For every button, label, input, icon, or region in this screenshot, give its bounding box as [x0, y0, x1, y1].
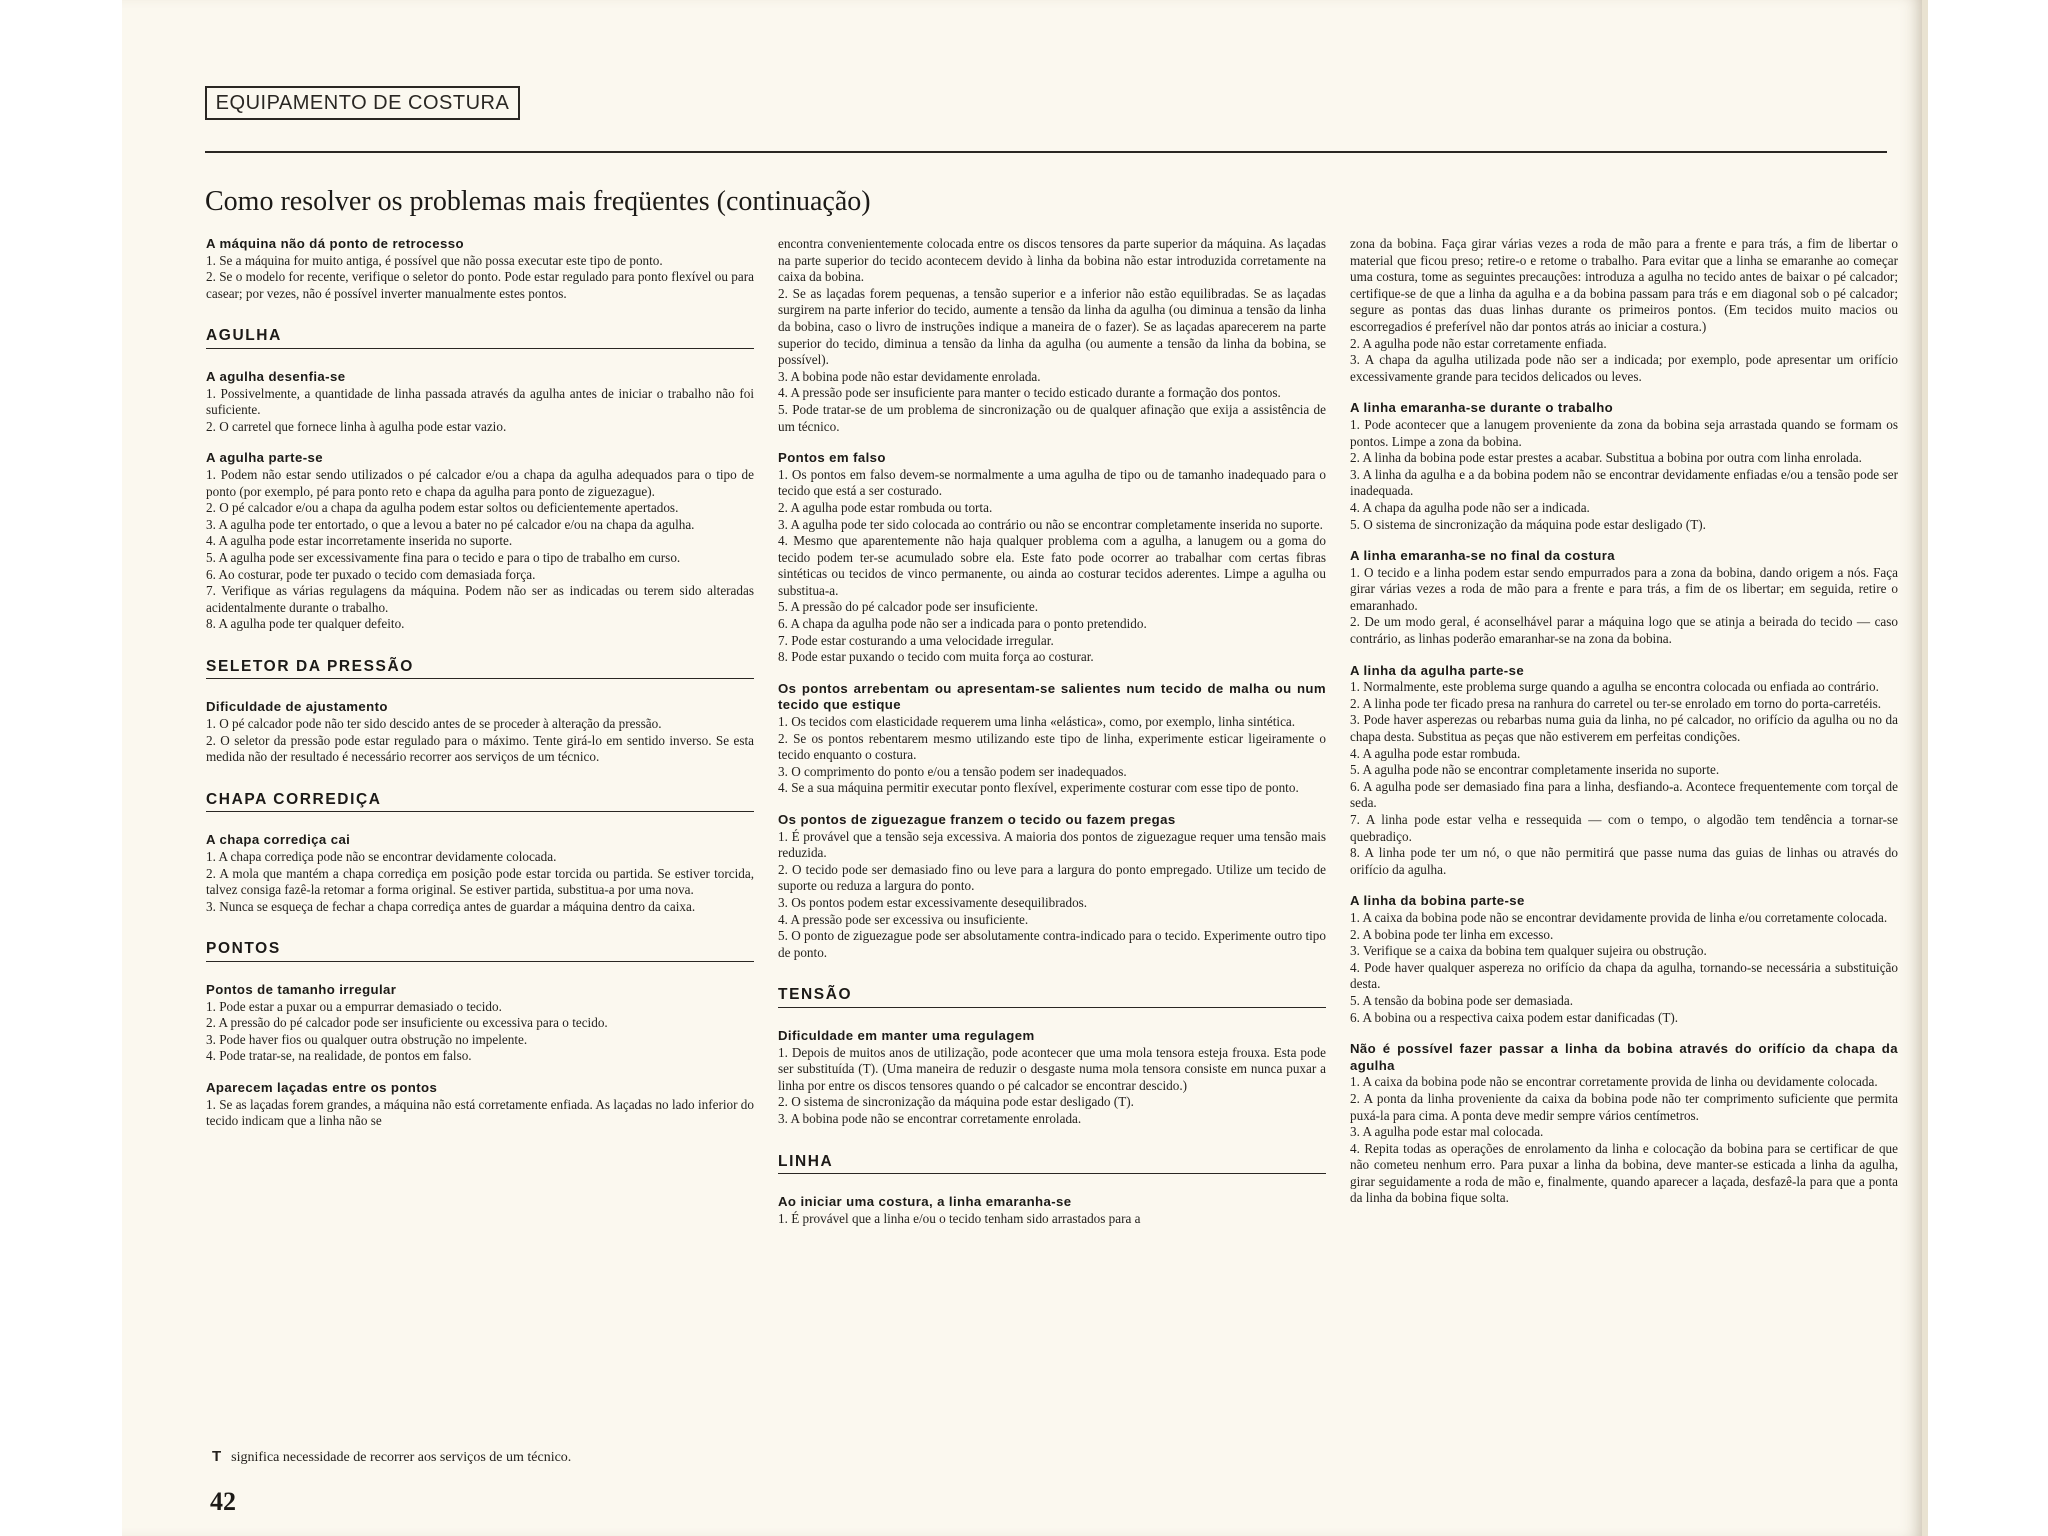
solution-item: 2. A linha da bobina pode estar prestes a acabar. Substitua a bobina por outra com linha enrolada. — [1350, 450, 1862, 466]
solution-item: 2. A ponta da linha proveniente da caixa da bobina pode não ter comprimento suficiente que permita puxá-la para cima. A ponta deve medir sempre vários centímetros. — [1350, 1090, 1898, 1123]
section-label: EQUIPAMENTO DE COSTURA — [205, 86, 520, 120]
solution-item: 2. A agulha pode não estar corretamente enfiada. — [1350, 335, 1607, 351]
problem-block — [778, 1194, 1326, 1227]
solution-item: 1. É provável que a linha e/ou o tecido tenham sido arrastados para a — [778, 1210, 1141, 1226]
problem-title: Pontos de tamanho irregular — [206, 982, 397, 997]
section-heading: CHAPA CORREDIÇA — [206, 792, 754, 813]
footnote-text: significa necessidade de recorrer aos serviços de um técnico. — [231, 1450, 572, 1465]
solution-item: 3. Verifique se a caixa da bobina tem qualquer sujeira ou obstrução. — [1350, 943, 1707, 959]
section-heading: PONTOS — [206, 941, 754, 962]
solution-item: 1. Normalmente, este problema surge quando a agulha se encontra colocada ou enfiada ao contrário. — [1350, 679, 1879, 695]
problem-title: Pontos em falso — [778, 450, 886, 466]
solution-item: 1. A caixa da bobina pode não se encontrar devidamente provida de linha e/ou corretamente colocada. — [1350, 909, 1888, 925]
problem-block — [206, 236, 754, 302]
footnote-symbol: T — [212, 1448, 222, 1465]
problem-block — [778, 812, 1326, 961]
problem-block — [206, 832, 754, 915]
solution-item: 1. O pé calcador pode não ter sido descido antes de se proceder à alteração da pressão. — [206, 716, 662, 732]
solution-item: 5. A agulha pode ser excessivamente fina para o tecido e para o tipo de trabalho em curso. — [206, 549, 681, 565]
solution-item: 3. A agulha pode ter sido colocada ao contrário ou não se encontrar completamente inserida no suporte. — [778, 516, 1323, 532]
solution-item: 4. A pressão pode ser excessiva ou insuficiente. — [778, 911, 1029, 927]
problem-title: Ao iniciar uma costura, a linha emaranha-se — [778, 1194, 1072, 1210]
solution-item: 1. O tecido e a linha podem estar sendo empurrados para a zona da bobina, dando origem a nós. Faça girar várias vezes a roda de mão para a frente e para trás, a fim de os libertar; em seguida, retire o emaranhado. — [1350, 564, 1898, 613]
solution-item: 8. Pode estar puxando o tecido com muita força ao costurar. — [778, 649, 1094, 665]
problem-title: A máquina não dá ponto de retrocesso — [206, 236, 464, 251]
footnote — [212, 1448, 571, 1466]
section-heading: SELETOR DA PRESSÃO — [206, 659, 754, 680]
solution-item: 4. Se a sua máquina permitir executar ponto flexível, experimente costurar com esse tipo de ponto. — [778, 780, 1299, 796]
solution-item: 2. O tecido pode ser demasiado fino ou leve para a largura do ponto empregado. Utilize um tecido de suporte ou reduza a largura do ponto. — [778, 861, 1326, 894]
problem-block — [206, 699, 754, 765]
solution-item: 3. Pode haver asperezas ou rebarbas numa guia da linha, no pé calcador, no orifício da agulha ou no da chapa desta. Substitua as peças que não estiverem em perfeitas condições. — [1350, 712, 1898, 745]
problem-title: Aparecem laçadas entre os pontos — [206, 1079, 438, 1095]
problem-block — [206, 1080, 754, 1130]
problem-title: Não é possível fazer passar a linha da bobina através do orifício da chapa da agulha — [1350, 1041, 1898, 1073]
solution-item: 6. A agulha pode ser demasiado fina para a linha, desfiando-a. Acontece frequentemente com torçal de seda. — [1350, 778, 1898, 811]
solution-item: 1. Pode estar a puxar ou a empurrar demasiado o tecido. — [206, 998, 502, 1014]
problem-title: A linha emaranha-se durante o trabalho — [1350, 400, 1614, 416]
problem-block — [778, 450, 1326, 666]
solution-item: 7. Verifique as várias regulagens da máquina. Podem não ser as indicadas ou terem sido alteradas acidentalmente durante o trabalho. — [206, 583, 754, 615]
problem-title: Os pontos de ziguezague franzem o tecido ou fazem pregas — [778, 812, 1176, 827]
solution-item: 1. Os tecidos com elasticidade requerem uma linha «elástica», como, por exemplo, linha sintética. — [778, 714, 1296, 730]
header-rule — [205, 151, 1887, 153]
problem-block — [206, 982, 754, 1065]
problem-block — [206, 369, 754, 435]
solution-item: 2. A linha pode ter ficado presa na ranhura do carretel ou ter-se enrolado em torno do porta-carretéis. — [1350, 695, 1882, 711]
section-heading: LINHA — [778, 1154, 1326, 1175]
text-column-2 — [778, 236, 1326, 1242]
solution-item: 3. A agulha pode ter entortado, o que a levou a bater no pé calcador e/ou na chapa da agulha. — [206, 516, 695, 532]
problem-title: A agulha parte-se — [206, 450, 323, 466]
solution-item: 3. Pode haver fios ou qualquer outra obstrução no impelente. — [206, 1031, 528, 1047]
solution-item: 3. Nunca se esqueça de fechar a chapa corrediça antes de guardar a máquina dentro da caixa. — [206, 898, 696, 914]
solution-item: 1. Pode acontecer que a lanugem proveniente da zona da bobina seja arrastada quando se formam os pontos. Limpe a zona da bobina. — [1350, 416, 1898, 449]
solution-item: 2. O pé calcador e/ou a chapa da agulha podem estar soltos ou deficientemente apertados. — [206, 500, 679, 516]
problem-block — [1350, 400, 1898, 533]
solution-item: 4. Mesmo que aparentemente não haja qualquer problema com a agulha, a lanugem ou a goma do tecido podem ter-se acumulado sobre ela. Este fato pode ocorrer ao trabalhar com certas fibras sintéticas ou tecidos de vinco permanente, ou ainda ao costurar tecidos aderentes. Limpe a agulha ou substitua-a. — [778, 533, 1326, 598]
solution-item: 3. A bobina pode não estar devidamente enrolada. — [778, 368, 1041, 384]
solution-item: 5. O sistema de sincronização da máquina pode estar desligado (T). — [1350, 516, 1706, 532]
solution-item: 2. A bobina pode ter linha em excesso. — [1350, 926, 1554, 942]
solution-item: 1. Os pontos em falso devem-se normalmente a uma agulha de tipo ou de tamanho inadequado para o tecido que está a ser costurado. — [778, 466, 1326, 499]
solution-item: 4. A agulha pode estar incorretamente inserida no suporte. — [206, 533, 513, 549]
solution-item: 2. O carretel que fornece linha à agulha pode estar vazio. — [206, 418, 507, 434]
solution-item: 6. A bobina ou a respectiva caixa podem estar danificadas (T). — [1350, 1009, 1679, 1025]
solution-item: 5. O ponto de ziguezague pode ser absolutamente contra-indicado para o tecido. Experimente outro tipo de ponto. — [778, 928, 1326, 960]
solution-item: 5. A pressão do pé calcador pode ser insuficiente. — [778, 599, 1039, 615]
solution-item: 5. A agulha pode não se encontrar completamente inserida no suporte. — [1350, 762, 1720, 778]
solution-item: encontra convenientemente colocada entre os discos tensores da parte superior da máquina. As laçadas na parte superior do tecido acontecem devido à linha da bobina não estar introduzida corretamente na caixa da bobina. — [778, 236, 1326, 285]
solution-item: 4. Pode haver qualquer aspereza no orifício da chapa da agulha, tornando-se necessária a substituição desta. — [1350, 959, 1898, 992]
solution-item: 2. Se o modelo for recente, verifique o seletor do ponto. Pode estar regulado para ponto flexível ou para casear; por vezes, não é possível inverter manualmente estes pontos. — [206, 269, 754, 301]
solution-item: 4. A agulha pode estar rombuda. — [1350, 745, 1521, 761]
problem-block — [778, 681, 1326, 797]
solution-item: 1. Possivelmente, a quantidade de linha passada através da agulha antes de iniciar o trabalho não foi suficiente. — [206, 385, 754, 418]
problem-title: A chapa corrediça cai — [206, 832, 351, 848]
problem-block — [1350, 236, 1898, 385]
solution-item: 3. Os pontos podem estar excessivamente desequilibrados. — [778, 894, 1088, 910]
solution-item: 6. A chapa da agulha pode não ser a indicada para o ponto pretendido. — [778, 616, 1147, 632]
text-column-3 — [1350, 236, 1898, 1222]
solution-item: zona da bobina. Faça girar várias vezes a roda de mão para a frente e para trás, a fim de libertar o material que ficou preso; retire-o e retome o trabalho. Para evitar que a linha se emaranhe ao começar uma costura, tome as seguintes precauções: introduza a agulha no tecido antes de baixar o pé calcador; certifique-se de que a linha da agulha e a da bobina passam para trás e em diagonal sob o pé calcador; segure as pontas das duas linhas durante os primeiros pontos. (Em tecidos muito macios ou escorregadios é preferível não dar pontos atrás ao iniciar a costura.) — [1350, 236, 1898, 334]
problem-block — [778, 1028, 1326, 1128]
solution-item: 3. A chapa da agulha utilizada pode não ser a indicada; por exemplo, pode apresentar um orifício excessivamente grande para tecidos delicados ou leves. — [1350, 352, 1898, 384]
solution-item: 3. A agulha pode estar mal colocada. — [1350, 1124, 1544, 1140]
solution-item: 2. A pressão do pé calcador pode ser insuficiente ou excessiva para o tecido. — [206, 1015, 608, 1031]
problem-block — [1350, 663, 1898, 879]
text-column-1 — [206, 236, 754, 1145]
solution-item: 4. Repita todas as operações de enrolamento da linha e colocação da bobina para se certificar de que não cometeu nenhum erro. Para puxar a linha da bobina, deve manter-se esticada a linha da agulha, girar seguidamente a roda de mão e, finalmente, quando aparecer a laçada, desfazê-la para que a ponta da linha da bobina fique solta. — [1350, 1140, 1898, 1206]
solution-item: 3. A linha da agulha e a da bobina podem não se encontrar devidamente enfiadas e/ou a tensão pode ser inadequada. — [1350, 466, 1898, 499]
solution-item: 1. A chapa corrediça pode não se encontrar devidamente colocada. — [206, 849, 557, 865]
solution-item: 7. A linha pode estar velha e ressequida — com o tempo, o algodão tem tendência a tornar-se quebradiço. — [1350, 812, 1898, 844]
solution-item: 2. De um modo geral, é aconselhável parar a máquina logo que se atinja a beirada do tecido — caso contrário, as linhas poderão emaranhar-se na zona da bobina. — [1350, 614, 1898, 647]
section-heading: AGULHA — [206, 328, 754, 349]
solution-item: 1. Se as laçadas forem grandes, a máquina não está corretamente enfiada. As laçadas no lado inferior do tecido indicam que a linha não se — [206, 1096, 754, 1129]
section-heading: TENSÃO — [778, 987, 1326, 1008]
solution-item: 5. Pode tratar-se de um problema de sincronização ou de qualquer afinação que exija a assistência de um técnico. — [778, 401, 1326, 434]
solution-item: 3. O comprimento do ponto e/ou a tensão podem ser inadequados. — [778, 763, 1127, 779]
page-number: 42 — [210, 1487, 236, 1516]
solution-item: 2. A mola que mantém a chapa corrediça em posição pode estar torcida ou partida. Se estiver torcida, talvez consiga fazê-la retomar a forma original. Se estiver partida, substitua-a por uma nova. — [206, 865, 754, 898]
problem-block — [1350, 1041, 1898, 1207]
solution-item: 4. A pressão pode ser insuficiente para manter o tecido esticado durante a formação dos pontos. — [778, 385, 1281, 401]
solution-item: 8. A agulha pode ter qualquer defeito. — [206, 616, 405, 632]
solution-item: 8. A linha pode ter um nó, o que não permitirá que passe numa das guias de linhas ou através do orifício da agulha. — [1350, 845, 1898, 877]
solution-item: 1. Podem não estar sendo utilizados o pé calcador e/ou a chapa da agulha adequados para o tipo de ponto (por exemplo, pé para ponto reto e chapa da agulha para ponto de ziguezague). — [206, 466, 754, 499]
problem-title: A linha emaranha-se no final da costura — [1350, 548, 1616, 564]
problem-title: A linha da bobina parte-se — [1350, 893, 1525, 909]
solution-item: 4. A chapa da agulha pode não ser a indicada. — [1350, 499, 1590, 515]
solution-item: 6. Ao costurar, pode ter puxado o tecido com demasiada força. — [206, 566, 536, 582]
solution-item: 1. Depois de muitos anos de utilização, pode acontecer que uma mola tensora esteja frouxa. Esta pode ser substituída (T). (Uma maneira de reduzir o desgaste numa mola tensora consiste em nunca puxar a linha por entre os discos tensores quando o pé calcador se encontrar descido.) — [778, 1044, 1326, 1093]
problem-title: A agulha desenfia-se — [206, 368, 346, 384]
solution-item: 1. A caixa da bobina pode não se encontrar corretamente provida de linha ou devidamente colocada. — [1350, 1074, 1878, 1090]
problem-title: Dificuldade em manter uma regulagem — [778, 1027, 1035, 1043]
solution-item: 4. Pode tratar-se, na realidade, de pontos em falso. — [206, 1048, 472, 1064]
solution-item: 1. Se a máquina for muito antiga, é possível que não possa executar este tipo de ponto. — [206, 252, 663, 268]
solution-item: 2. Se as laçadas forem pequenas, a tensão superior e a inferior não estão equilibradas. Se as laçadas surgirem na parte inferior do tecido, aumente a tensão da linha da agulha (ou diminua a tensão da linha da bobina, caso o livro de instruções indique a maneira de o fazer). Se as laçadas aparecerem na parte superior do tecido, diminua a tensão da linha da agulha (ou aumente a tensão da linha da bobina, se possível). — [778, 285, 1326, 368]
problem-block — [778, 236, 1326, 435]
problem-title: Os pontos arrebentam ou apresentam-se salientes num tecido de malha ou num tecido que estique — [778, 680, 1326, 713]
problem-block — [206, 450, 754, 633]
solution-item: 2. A agulha pode estar rombuda ou torta. — [778, 499, 993, 515]
solution-item: 5. A tensão da bobina pode ser demasiada. — [1350, 992, 1574, 1008]
problem-block — [1350, 548, 1898, 648]
solution-item: 7. Pode estar costurando a uma velocidade irregular. — [778, 632, 1054, 648]
problem-title: Dificuldade de ajustamento — [206, 699, 388, 715]
solution-item: 2. O seletor da pressão pode estar regulado para o máximo. Tente girá-lo em sentido inverso. Se esta medida não der resultado é necessário recorrer aos serviços de um técnico. — [206, 732, 754, 765]
problem-title: A linha da agulha parte-se — [1350, 662, 1525, 678]
page-title: Como resolver os problemas mais freqüentes (continuação) — [205, 186, 871, 217]
solution-item: 1. É provável que a tensão seja excessiva. A maioria dos pontos de ziguezague requer uma tensão mais reduzida. — [778, 828, 1326, 861]
solution-item: 2. O sistema de sincronização da máquina pode estar desligado (T). — [778, 1094, 1134, 1110]
page-edge — [1922, 0, 1928, 1536]
problem-block — [1350, 893, 1898, 1026]
solution-item: 3. A bobina pode não se encontrar corretamente enrolada. — [778, 1110, 1082, 1126]
solution-item: 2. Se os pontos rebentarem mesmo utilizando este tipo de linha, experimente esticar ligeiramente o tecido enquanto o costura. — [778, 730, 1326, 763]
